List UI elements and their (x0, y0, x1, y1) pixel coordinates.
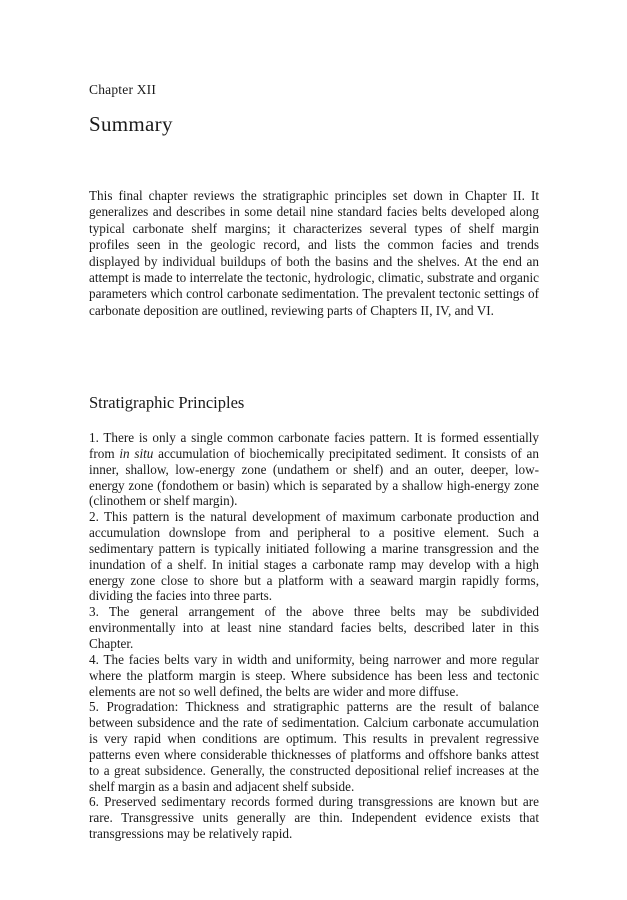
principle-item (89, 794, 539, 842)
italic-term: in situ (119, 445, 154, 461)
principle-item (89, 604, 539, 652)
intro-paragraph: This final chapter reviews the stratigraphic principles set down in Chapter II. It generalizes and describes in some detail nine standard facies belts developed along typical carbonate shelf margins; it characterizes several types of shelf margin profiles seen in the geologic record, and lists the common facies and trends displayed by individual buildups of both the basins and the shelves. At the end an attempt is made to interrelate the tectonic, hydrologic, climatic, substrate and organic parameters which control carbonate sedimentation. The prevalent tectonic settings of carbonate deposition are outlined, reviewing parts of Chapters II, IV, and VI. (89, 188, 539, 318)
principle-number: 6. (89, 794, 99, 810)
principle-text: 3. The general arrangement of the above three belts may be subdivided environmentally into at least nine standard facies belts, described later in this Chapter. (89, 604, 539, 651)
principle-text: 6. Preserved sedimentary records formed during transgressions are known but are rare. Transgressive units generally are thin. Independent evidence exists that transgressions may be relatively rapid. (89, 794, 540, 842)
chapter-label: Chapter XII (89, 82, 157, 97)
section-heading: Stratigraphic Principles (89, 393, 245, 412)
principles-list (89, 430, 539, 842)
principle-number: 5. (89, 699, 99, 715)
principle-item (89, 699, 539, 794)
principle-number: 4. (89, 651, 99, 667)
principle-text: 1. There is only a single common carbonate facies pattern. It is formed essentially from in situ accumulation of biochemically precipitated sediment. It consists of an inner, shallow, low-energy zone (undathem or shelf) and an outer, deeper, low-energy zone (fondothem or basin) which is separated by a shallow high-energy zone (clinothem or shelf margin). (89, 430, 539, 509)
principle-number: 2. (89, 509, 99, 525)
principle-text: 2. This pattern is the natural development of maximum carbonate production and accumulation downslope from and peripheral to a positive element. Such a sedimentary pattern is typically initiated following a marine transgression and the inundation of a shelf. In initial stages a carbonate ramp may develop with a high energy zone close to shore but a platform with a seaward margin rapidly forms, dividing the facies into three parts. (89, 509, 539, 604)
principle-number: 1. (89, 430, 99, 445)
principle-text: 4. The facies belts vary in width and uniformity, being narrower and more regular where the platform margin is steep. Where subsidence has been less and tectonic elements are not so well defined, the belts are wider and more diffuse. (89, 651, 539, 699)
principle-number: 3. (89, 604, 99, 620)
principle-item (89, 652, 539, 700)
principle-item (89, 509, 539, 604)
principle-item (89, 430, 539, 509)
chapter-title: Summary (89, 112, 173, 136)
principle-text: 5. Progradation: Thickness and stratigraphic patterns are the result of balance between subsidence and the rate of sedimentation. Calcium carbonate accumulation is very rapid when conditions are optimum. This results in prevalent regressive patterns even where considerable thicknesses of platforms and offshore banks attest to a great subsidence. Generally, the constructed depositional relief increases at the shelf margin as a basin and adjacent shelf subside. (89, 699, 539, 794)
